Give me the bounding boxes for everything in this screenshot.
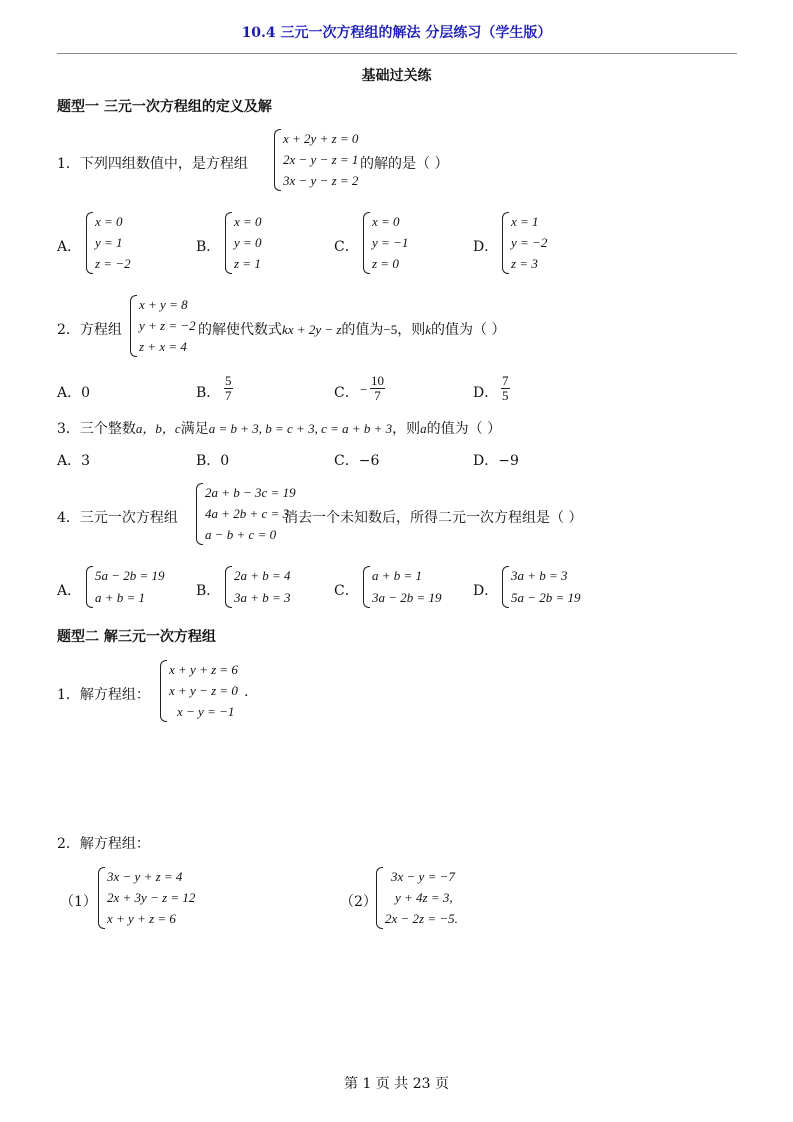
q2-option-b-fraction: $\frac{5}{7}$ bbox=[225, 373, 232, 403]
equation: x + y + z = 6 bbox=[107, 911, 176, 926]
q4-system bbox=[196, 483, 296, 545]
q1-option-d[interactable] bbox=[502, 212, 547, 274]
q3-option-a[interactable]: A．3 bbox=[57, 453, 91, 469]
q4-option-d[interactable] bbox=[502, 566, 581, 608]
part2-heading: 题型二 解三元一次方程组 bbox=[57, 629, 216, 645]
q2-mid3: ，则 bbox=[397, 322, 426, 338]
option-line: x = 0 bbox=[372, 214, 400, 229]
q3-option-b[interactable]: B．0 bbox=[196, 453, 230, 469]
equation: 3x − y + z = 4 bbox=[107, 869, 183, 884]
q2-expression: kx + 2y − z bbox=[282, 322, 342, 337]
option-line: 3a + b = 3 bbox=[511, 568, 568, 583]
p2-q1-prefix: 1．解方程组： bbox=[57, 687, 150, 703]
q4-option-c-label: C． bbox=[334, 583, 359, 599]
q3-condition: a = b + 3, b = c + 3, c = a + b + 3 bbox=[208, 421, 393, 436]
p2-q2-sub1-label: （1） bbox=[60, 894, 97, 910]
option-line: x = 0 bbox=[95, 214, 123, 229]
q1-option-d-label: D． bbox=[473, 239, 499, 255]
document-header-title: 10.4 三元一次方程组的解法 分层练习（学生版） bbox=[241, 25, 552, 41]
q3-text: 3．三个整数a，b，c满足a = b + 3, b = c + 3, c = a + b + 3，则a的值为（ ） bbox=[57, 421, 502, 437]
q4-option-c[interactable] bbox=[363, 566, 442, 608]
q3-option-d[interactable]: D．−9 bbox=[473, 453, 519, 469]
q4-option-b-label: B． bbox=[196, 583, 221, 599]
q2-mid: 的解使代数式 bbox=[198, 322, 282, 338]
option-line: 3a + b = 3 bbox=[234, 590, 291, 605]
q1-option-c-label: C． bbox=[334, 239, 359, 255]
equation: x + y − z = 0 bbox=[169, 683, 238, 698]
q2-option-c-label[interactable]: C． bbox=[334, 385, 359, 401]
option-line: y = 0 bbox=[234, 235, 262, 250]
q2-variable: k bbox=[425, 322, 432, 337]
option-line: a + b = 1 bbox=[95, 590, 146, 605]
q2-mid2: 的值为 bbox=[341, 322, 384, 338]
q1-option-a-label: A． bbox=[57, 239, 82, 255]
equation: 3x − y − z = 2 bbox=[283, 173, 359, 188]
page-number: 第 1 页 共 23 页 bbox=[344, 1076, 449, 1092]
option-line: z = 0 bbox=[372, 256, 399, 271]
p2-q2-prefix: 2．解方程组： bbox=[57, 836, 150, 852]
q1-system bbox=[274, 129, 358, 191]
equation: x + y = 8 bbox=[139, 297, 188, 312]
header-rule bbox=[57, 53, 737, 54]
equation: z + x = 4 bbox=[139, 339, 187, 354]
q1-option-a[interactable] bbox=[86, 212, 131, 274]
equation: x − y = −1 bbox=[177, 704, 235, 719]
q2-option-b-label[interactable]: B． bbox=[196, 385, 221, 401]
option-line: a + b = 1 bbox=[372, 568, 423, 583]
option-line: z = −2 bbox=[95, 256, 131, 271]
equation: 2x − 2z = −5. bbox=[385, 911, 458, 926]
q1-option-b-label: B． bbox=[196, 239, 221, 255]
option-line: y = −2 bbox=[511, 235, 548, 250]
option-line: y = 1 bbox=[95, 235, 123, 250]
option-line: y = −1 bbox=[372, 235, 409, 250]
equation: x + y + z = 6 bbox=[169, 662, 238, 677]
q1-prefix: 1．下列四组数值中，是方程组 bbox=[57, 156, 248, 172]
p2-q2-sub2-system bbox=[376, 867, 458, 929]
q2-system bbox=[130, 295, 196, 357]
equation: y + z = −2 bbox=[139, 318, 196, 333]
option-line: x = 1 bbox=[511, 214, 539, 229]
q2-prefix: 2．方程组 bbox=[57, 322, 122, 338]
q4-option-a-label: A． bbox=[57, 583, 82, 599]
p2-q1-system bbox=[160, 660, 238, 722]
equation: 2x − y − z = 1 bbox=[283, 152, 359, 167]
q1-suffix: 的解的是（ ） bbox=[360, 156, 449, 172]
q4-suffix: 消去一个未知数后，所得二元一次方程组是（ ） bbox=[284, 510, 583, 526]
option-line: x = 0 bbox=[234, 214, 262, 229]
option-line: 5a − 2b = 19 bbox=[511, 590, 581, 605]
option-value: 0 bbox=[81, 385, 91, 401]
section-title: 基础过关练 bbox=[361, 68, 432, 84]
option-line: z = 3 bbox=[511, 256, 538, 271]
q2-option-d-label[interactable]: D． bbox=[473, 385, 499, 401]
equation: x + 2y + z = 0 bbox=[283, 131, 359, 146]
option-line: 5a − 2b = 19 bbox=[95, 568, 165, 583]
equation: 4a + 2b + c = 3 bbox=[205, 506, 290, 521]
equation: 2a + b − 3c = 19 bbox=[205, 485, 296, 500]
equation: a − b + c = 0 bbox=[205, 527, 277, 542]
q4-option-d-label: D． bbox=[473, 583, 499, 599]
q4-option-b[interactable] bbox=[225, 566, 291, 608]
part1-heading: 题型一 三元一次方程组的定义及解 bbox=[57, 99, 272, 115]
q2-value: −5 bbox=[383, 322, 398, 337]
p2-q1-suffix: . bbox=[244, 684, 249, 700]
q1-option-c[interactable] bbox=[363, 212, 408, 274]
q2-option-a[interactable]: A．0 bbox=[57, 385, 91, 401]
q2-suffix: 的值为（ ） bbox=[431, 322, 506, 338]
q2-option-d-fraction: $\frac{7}{5}$ bbox=[502, 373, 509, 403]
q3-variable: a bbox=[420, 421, 427, 436]
equation: 3x − y = −7 bbox=[391, 869, 455, 884]
q1-option-b[interactable] bbox=[225, 212, 262, 274]
q4-option-a[interactable] bbox=[86, 566, 165, 608]
p2-q2-sub1-system bbox=[98, 867, 195, 929]
q2-option-c-sign: − bbox=[360, 382, 368, 397]
option-line: 3a − 2b = 19 bbox=[372, 590, 442, 605]
equation: y + 4z = 3, bbox=[395, 890, 453, 905]
q3-option-c[interactable]: C．−6 bbox=[334, 453, 380, 469]
equation: 2x + 3y − z = 12 bbox=[107, 890, 196, 905]
p2-q2-sub2-label: （2） bbox=[340, 894, 377, 910]
option-line: z = 1 bbox=[234, 256, 261, 271]
q2-option-c-fraction: $\frac{10}{7}$ bbox=[371, 373, 384, 403]
q3-variables: a，b，c bbox=[135, 421, 181, 436]
option-line: 2a + b = 4 bbox=[234, 568, 291, 583]
q4-prefix: 4．三元一次方程组 bbox=[57, 510, 178, 526]
